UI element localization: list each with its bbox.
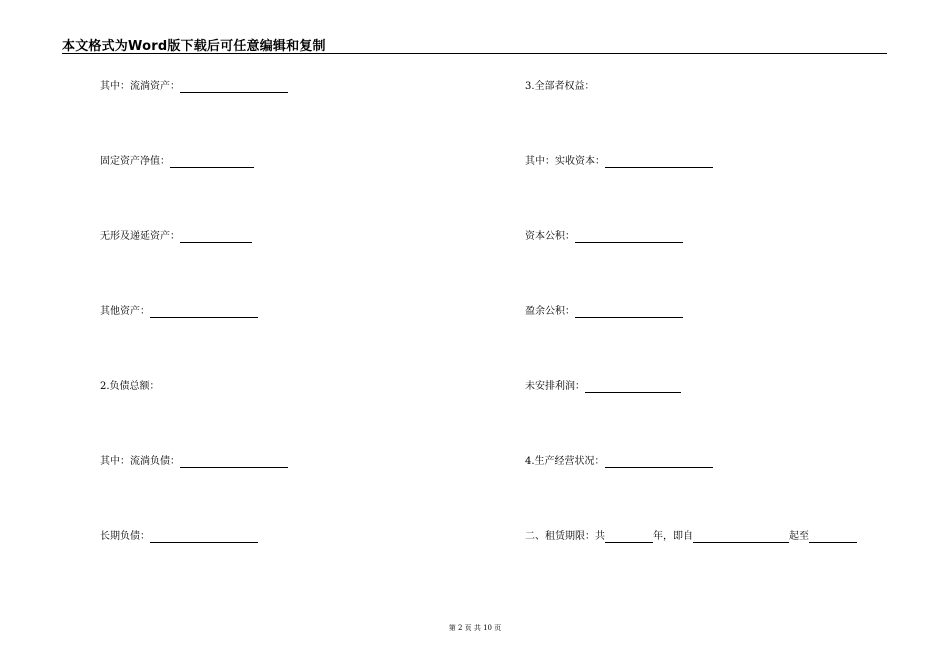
field-fixed-assets-net (100, 155, 254, 169)
field-business-status (525, 455, 713, 469)
field-label: 其中：流淌负债： (100, 456, 180, 467)
fill-blank[interactable] (575, 232, 683, 243)
fill-blank-years[interactable] (605, 532, 653, 543)
field-label: 盈余公积： (525, 306, 575, 317)
field-intangible-assets (100, 230, 252, 244)
page-footer: 第 2 页 共 10 页 (448, 624, 502, 632)
field-label-mid: 年，即自 (653, 531, 693, 542)
field-label: 2.负债总额： (100, 381, 160, 392)
field-label: 二、租赁期限：共 (525, 531, 605, 542)
field-label: 固定资产净值： (100, 156, 170, 167)
field-label: 4.生产经营状况： (525, 456, 605, 467)
fill-blank-start-date[interactable] (693, 532, 789, 543)
field-label: 其他资产： (100, 306, 150, 317)
field-label: 其中：流淌资产： (100, 81, 180, 92)
fill-blank[interactable] (150, 532, 258, 543)
field-owners-equity (525, 80, 595, 94)
document-header-title: 本文格式为Word版下载后可任意编辑和复制 (62, 39, 326, 54)
field-lease-term (525, 530, 857, 544)
field-label: 无形及递延资产： (100, 231, 180, 242)
fill-blank[interactable] (605, 457, 713, 468)
field-label-mid: 起至 (789, 531, 809, 542)
field-label: 3.全部者权益： (525, 81, 595, 92)
fill-blank[interactable] (585, 382, 681, 393)
field-total-liabilities (100, 380, 160, 394)
field-current-assets (100, 80, 288, 94)
field-label: 长期负债： (100, 531, 150, 542)
fill-blank[interactable] (150, 307, 258, 318)
fill-blank[interactable] (170, 157, 254, 168)
header-divider (62, 53, 887, 54)
field-surplus-reserve (525, 305, 683, 319)
fill-blank[interactable] (605, 157, 713, 168)
fill-blank[interactable] (575, 307, 683, 318)
field-paid-in-capital (525, 155, 713, 169)
field-label: 资本公积： (525, 231, 575, 242)
field-long-term-liabilities (100, 530, 258, 544)
field-other-assets (100, 305, 258, 319)
fill-blank[interactable] (180, 232, 252, 243)
field-capital-reserve (525, 230, 683, 244)
fill-blank[interactable] (180, 457, 288, 468)
fill-blank-end-date[interactable] (809, 532, 857, 543)
field-label: 其中：实收资本： (525, 156, 605, 167)
fill-blank[interactable] (180, 82, 288, 93)
field-current-liabilities (100, 455, 288, 469)
field-label: 未安排利润： (525, 381, 585, 392)
field-undistributed-profit (525, 380, 681, 394)
